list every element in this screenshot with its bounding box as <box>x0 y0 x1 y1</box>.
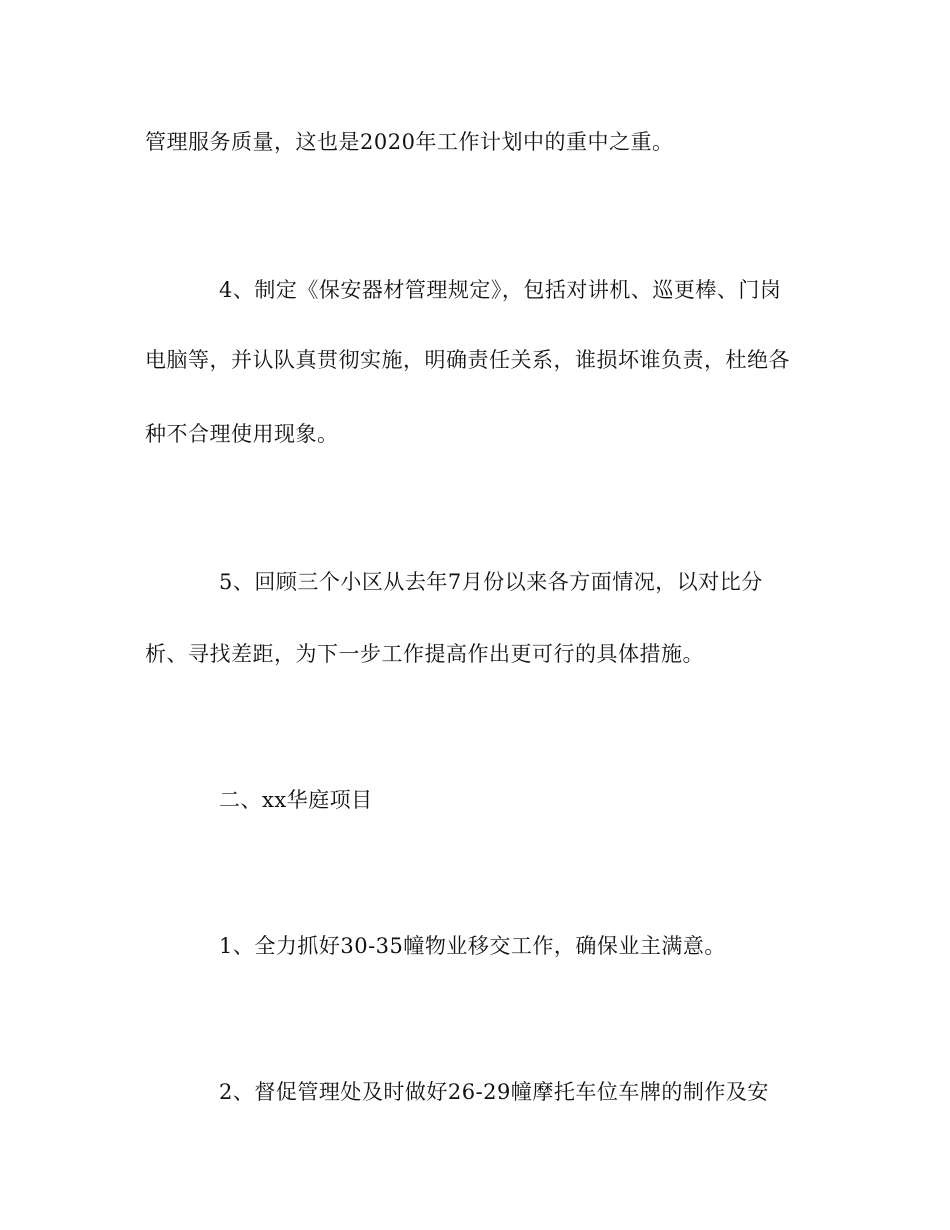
paragraph-item-2-line-1: 2、督促管理处及时做好26-29幢摩托车位车牌的制作及安 <box>219 1080 769 1104</box>
paragraph-item-1: 1、全力抓好30-35幢物业移交工作，确保业主满意。 <box>219 934 726 958</box>
paragraph-item-4-line-3: 种不合理使用现象。 <box>145 422 339 446</box>
paragraph-item-4-line-1: 4、制定《保安器材管理规定》，包括对讲机、巡更棒、门岗 <box>219 278 782 302</box>
paragraph-item-5-line-2: 析、寻找差距，为下一步工作提高作出更可行的具体措施。 <box>145 642 704 666</box>
paragraph-item-4-line-2: 电脑等，并认队真贯彻实施，明确责任关系，谁损坏谁负责，杜绝各 <box>145 348 790 372</box>
paragraph-item-5-line-1: 5、回顾三个小区从去年7月份以来各方面情况，以对比分 <box>219 570 763 594</box>
text-line: 管理服务质量，这也是2020年工作计划中的重中之重。 <box>145 130 674 154</box>
section-heading: 二、xx华庭项目 <box>219 788 373 812</box>
